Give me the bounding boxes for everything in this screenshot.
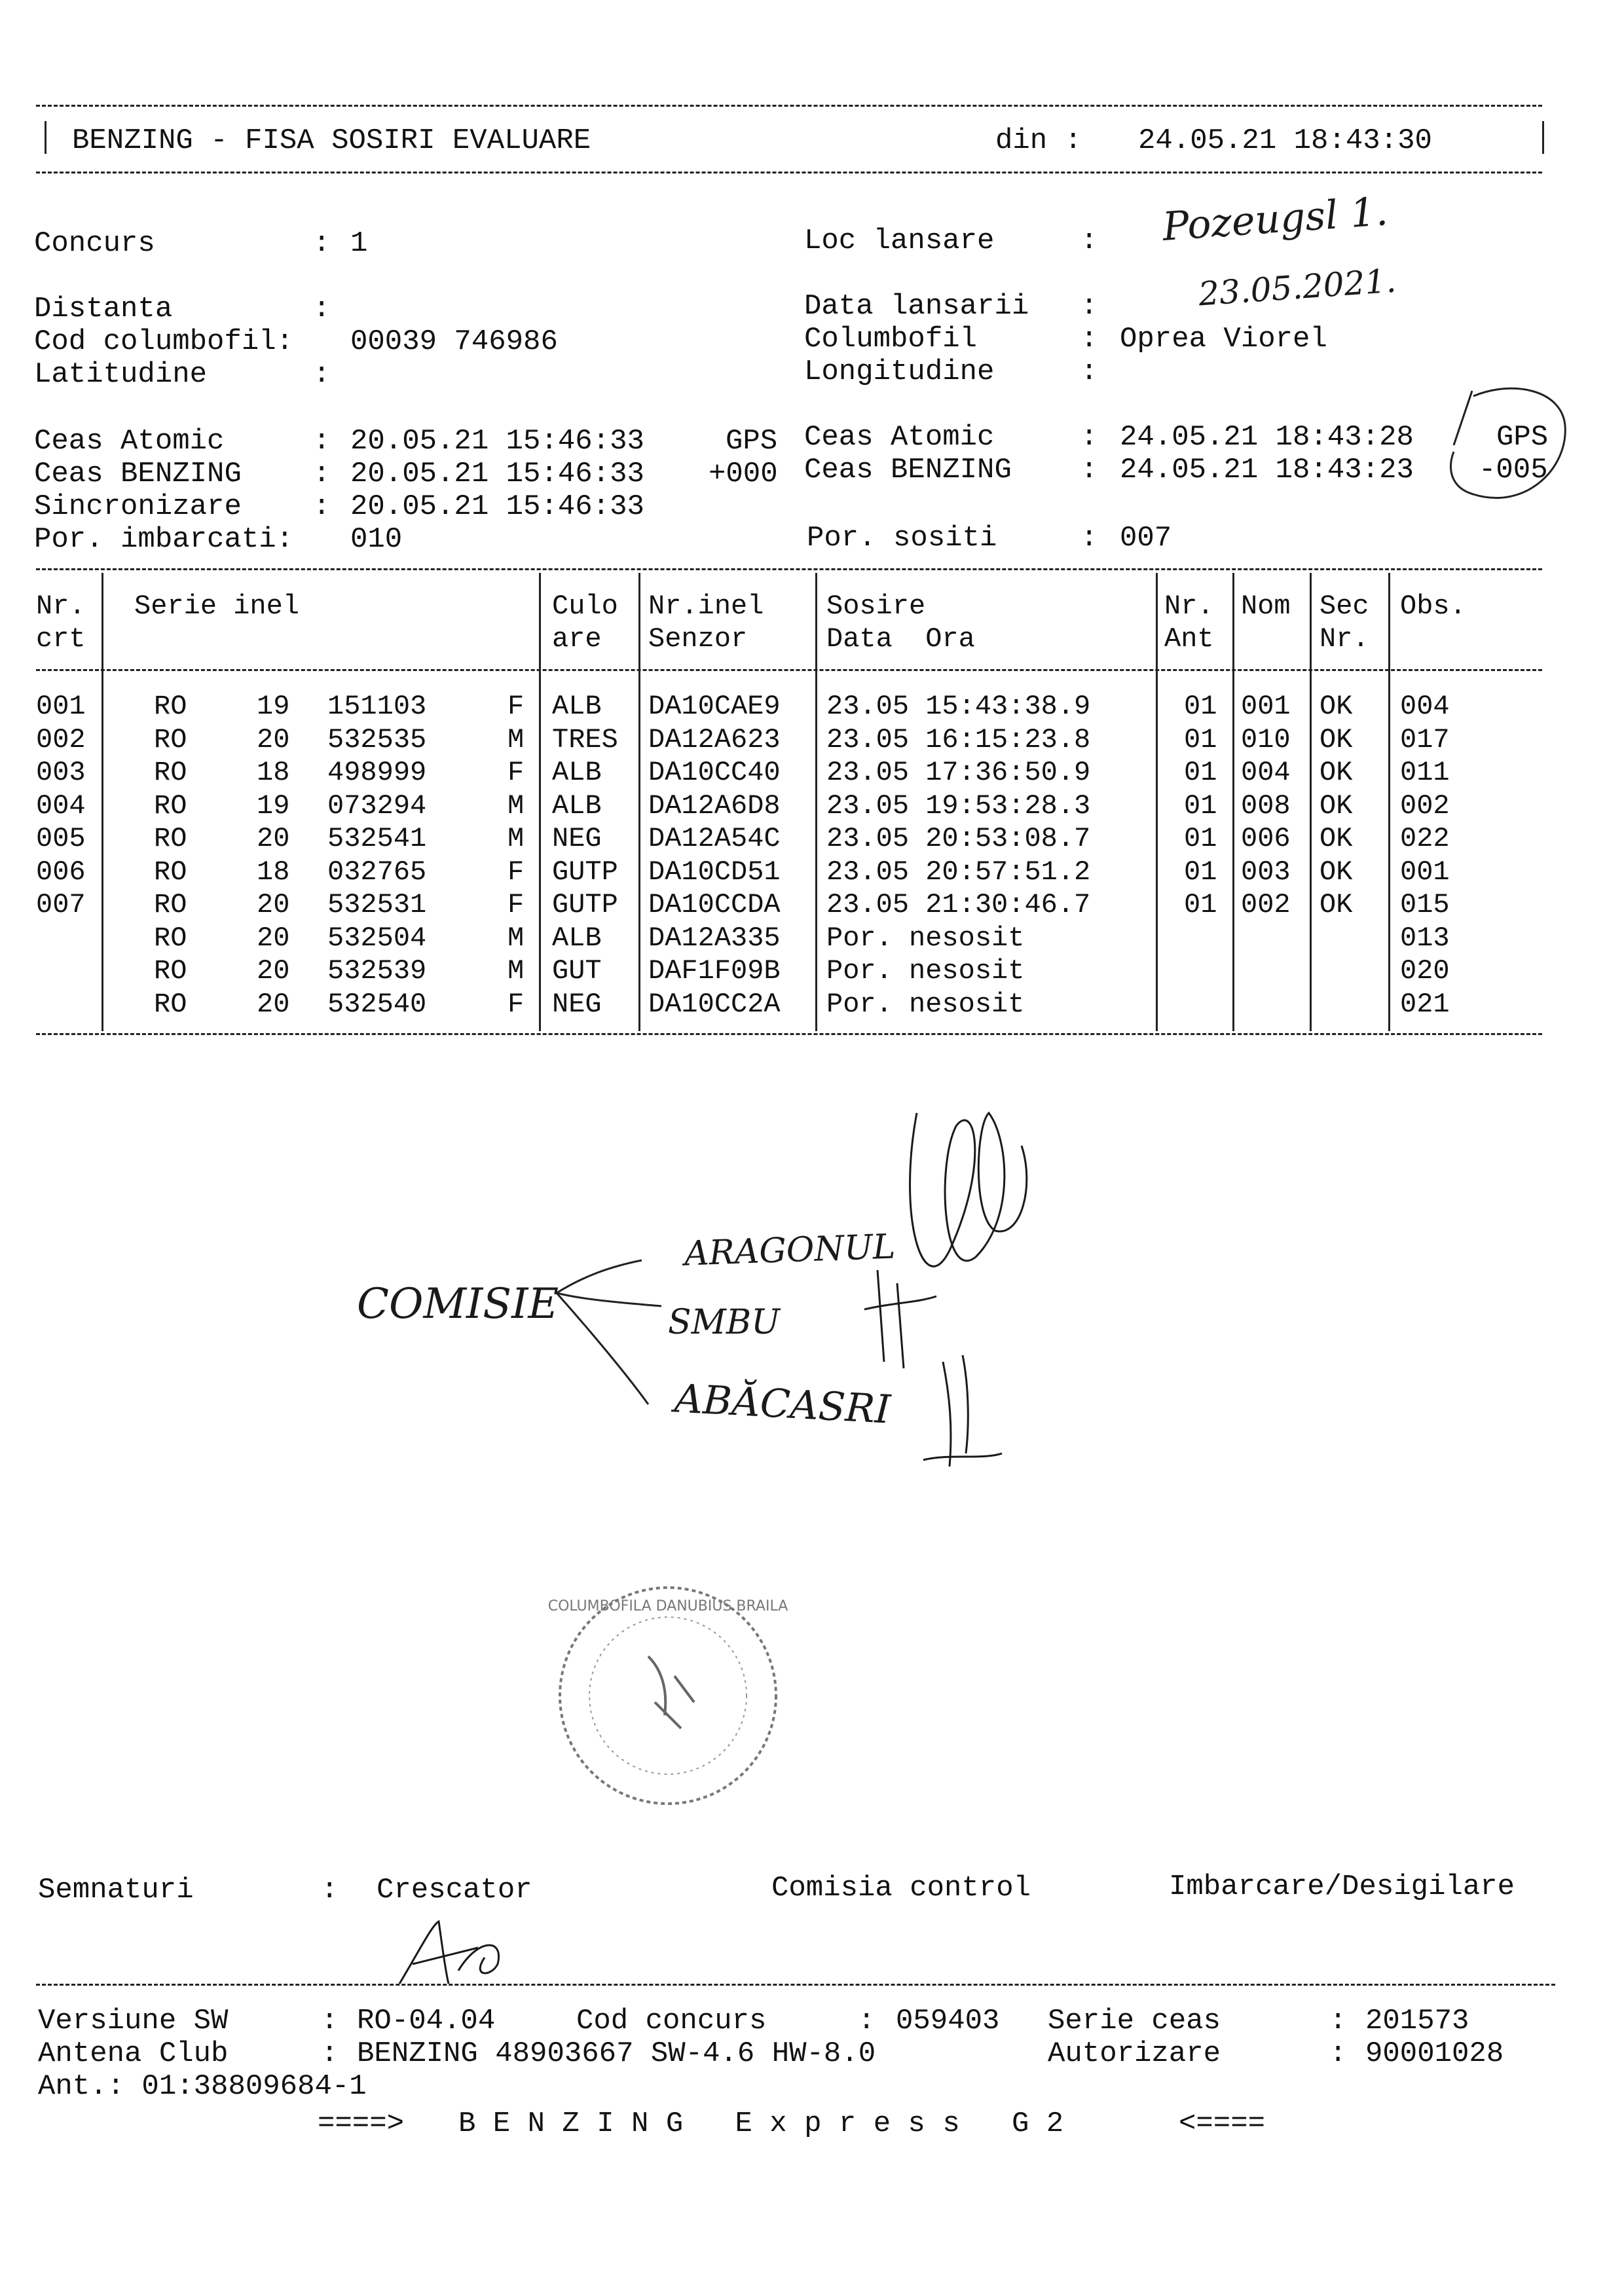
row-sex: M <box>507 955 525 987</box>
col-divider <box>539 573 541 1031</box>
ceas-benzing-start-suffix: +000 <box>709 458 778 490</box>
row-nr-ant: 01 <box>1184 691 1217 722</box>
row-nr-crt: 004 <box>36 790 86 822</box>
row-sosire: Por. nesosit <box>826 955 1025 987</box>
colon: : <box>313 490 331 523</box>
row-sosire: 23.05 17:36:50.9 <box>826 757 1091 788</box>
porumbei-sositi-label: Por. sositi <box>807 522 997 555</box>
row-inel: 532504 <box>327 922 427 954</box>
colon: : <box>313 458 331 490</box>
columbofil-label: Columbofil <box>804 323 978 355</box>
colon: : <box>321 2037 339 2070</box>
cod-columbofil-label: Cod columbofil: <box>34 325 294 358</box>
colon: : <box>1080 290 1098 323</box>
row-an: 20 <box>257 922 290 954</box>
row-obs: 021 <box>1400 988 1450 1020</box>
ceas-benzing-end-label: Ceas BENZING <box>804 454 1012 486</box>
row-sosire: 23.05 20:57:51.2 <box>826 856 1091 888</box>
serie-ceas-value: 201573 <box>1365 2005 1469 2037</box>
antena-club-label: Antena Club <box>38 2037 229 2070</box>
row-tara: RO <box>154 856 187 888</box>
row-nom: 002 <box>1241 889 1291 920</box>
row-obs: 001 <box>1400 856 1450 888</box>
row-senzor: DA12A54C <box>648 823 781 854</box>
row-tara: RO <box>154 790 187 822</box>
row-culoare: NEG <box>552 988 602 1020</box>
th-sosire: Data Ora <box>826 623 975 655</box>
row-nom: 004 <box>1241 757 1291 788</box>
row-nr-crt: 003 <box>36 757 86 788</box>
row-nr-ant: 01 <box>1184 856 1217 888</box>
porumbei-imbarcati-label: Por. imbarcati: <box>34 523 294 556</box>
col-divider <box>1310 573 1312 1031</box>
row-an: 20 <box>257 955 290 987</box>
comisia-control-label: Comisia control <box>771 1872 1031 1904</box>
row-sex: F <box>507 856 525 888</box>
row-tara: RO <box>154 757 187 788</box>
banner-text: B E N Z I N G E x p r e s s G 2 <box>458 2107 1064 2140</box>
data-lansarii-handwritten: 23.05.2021. <box>1197 261 1397 314</box>
col-divider <box>1156 573 1158 1031</box>
th-nom: Nom <box>1241 591 1291 622</box>
row-nr-ant: 01 <box>1184 757 1217 788</box>
row-nr-ant: 01 <box>1184 723 1217 756</box>
row-tara: RO <box>154 723 187 756</box>
row-sex: M <box>507 823 525 854</box>
autorizare-label: Autorizare <box>1048 2037 1221 2070</box>
row-nr-crt: 007 <box>36 889 86 920</box>
ceas-atomic-start-suffix: GPS <box>726 425 778 458</box>
row-nom: 003 <box>1241 856 1291 888</box>
th-sec-nr: Sec <box>1320 591 1369 622</box>
row-nr-crt: 002 <box>36 723 86 756</box>
th-nr-ant: Ant <box>1164 623 1214 655</box>
club-stamp <box>544 1571 792 1820</box>
row-sec-nr: OK <box>1320 889 1353 920</box>
row-inel: 532535 <box>327 723 427 756</box>
row-nom: 006 <box>1241 823 1291 854</box>
comisie-handwritten: COMISIE <box>357 1280 559 1328</box>
colon: : <box>1080 323 1098 355</box>
col-divider <box>1232 573 1234 1031</box>
th-nr-crt: Nr. <box>36 591 86 622</box>
cod-concurs-value: 059403 <box>896 2005 1000 2037</box>
row-senzor: DA12A335 <box>648 922 781 954</box>
row-obs: 002 <box>1400 790 1450 822</box>
distanta-label: Distanta <box>34 293 173 325</box>
row-sosire: 23.05 20:53:08.7 <box>826 823 1091 854</box>
row-obs: 017 <box>1400 723 1450 756</box>
row-sec-nr: OK <box>1320 790 1353 822</box>
commission-member-3: ABĂCASRI <box>673 1376 892 1433</box>
print-date-value: 24.05.21 18:43:30 <box>1138 124 1432 157</box>
columbofil-value: Oprea Viorel <box>1120 323 1327 355</box>
col-divider <box>101 573 103 1031</box>
signature-scribble <box>838 1087 1048 1480</box>
concurs-value: 1 <box>350 227 368 260</box>
row-sosire: 23.05 15:43:38.9 <box>826 691 1091 722</box>
row-tara: RO <box>154 823 187 854</box>
col-divider <box>638 573 640 1031</box>
row-sosire: 23.05 21:30:46.7 <box>826 889 1091 920</box>
row-tara: RO <box>154 889 187 920</box>
imbarcare-label: Imbarcare/Desigilare <box>1169 1870 1515 1903</box>
row-nr-ant: 01 <box>1184 889 1217 920</box>
row-culoare: NEG <box>552 823 602 854</box>
banner-right-arrow: <==== <box>1179 2107 1266 2140</box>
th-nr-crt: crt <box>36 623 86 655</box>
th-sosire: Sosire <box>826 591 926 622</box>
footer-rule <box>36 1984 1555 1986</box>
row-sec-nr: OK <box>1320 691 1353 722</box>
row-an: 20 <box>257 988 290 1020</box>
row-an: 20 <box>257 823 290 854</box>
table-bottom-rule <box>36 1033 1542 1035</box>
row-sec-nr: OK <box>1320 723 1353 756</box>
semnaturi-label: Semnaturi <box>38 1874 194 1906</box>
row-sosire: Por. nesosit <box>826 922 1025 954</box>
row-senzor: DA10CD51 <box>648 856 781 888</box>
colon: : <box>321 2005 339 2037</box>
ceas-atomic-start-label: Ceas Atomic <box>34 425 225 458</box>
header-top-rule <box>36 105 1542 107</box>
data-lansarii-label: Data lansarii <box>804 290 1029 323</box>
row-nom: 001 <box>1241 691 1291 722</box>
versiune-sw-label: Versiune SW <box>38 2005 229 2037</box>
header-right-edge <box>1542 121 1544 154</box>
concurs-label: Concurs <box>34 227 155 260</box>
row-sex: M <box>507 790 525 822</box>
antena-club-value: BENZING 48903667 SW-4.6 HW-8.0 <box>357 2037 876 2070</box>
loc-lansare-handwritten: Pozeugsl 1. <box>1160 189 1390 250</box>
row-tara: RO <box>154 691 187 722</box>
ceas-benzing-start-label: Ceas BENZING <box>34 458 242 490</box>
row-an: 19 <box>257 691 290 722</box>
colon: : <box>1329 2037 1347 2070</box>
row-culoare: ALB <box>552 922 602 954</box>
row-culoare: GUT <box>552 955 602 987</box>
row-tara: RO <box>154 988 187 1020</box>
row-obs: 022 <box>1400 823 1450 854</box>
cod-columbofil-value: 00039 746986 <box>350 325 558 358</box>
row-an: 20 <box>257 889 290 920</box>
row-sec-nr: OK <box>1320 856 1353 888</box>
loc-lansare-label: Loc lansare <box>804 225 995 257</box>
commission-member-1: ARAGONUL <box>684 1227 896 1274</box>
row-sosire: 23.05 16:15:23.8 <box>826 723 1091 756</box>
hand-drawn-circle-mark <box>1447 376 1578 507</box>
row-nr-crt: 005 <box>36 823 86 854</box>
row-inel: 532540 <box>327 988 427 1020</box>
colon: : <box>313 227 331 260</box>
colon: : <box>313 425 331 458</box>
header-left-edge <box>45 121 46 154</box>
autorizare-value: 90001028 <box>1365 2037 1504 2070</box>
stamp-text: COLUMBOFILA DANUBIUS BRAILA <box>547 1598 788 1614</box>
row-sex: M <box>507 922 525 954</box>
row-sec-nr: OK <box>1320 757 1353 788</box>
row-senzor: DA10CCDA <box>648 889 781 920</box>
colon: : <box>1080 355 1098 388</box>
antenna-id: Ant.: 01:38809684-1 <box>38 2070 367 2103</box>
row-obs: 015 <box>1400 889 1450 920</box>
row-nr-crt: 006 <box>36 856 86 888</box>
row-nom: 010 <box>1241 723 1291 756</box>
porumbei-imbarcati-value: 010 <box>350 523 403 556</box>
row-senzor: DA10CC40 <box>648 757 781 788</box>
row-an: 18 <box>257 856 290 888</box>
th-sec-nr: Nr. <box>1320 623 1369 655</box>
row-obs: 004 <box>1400 691 1450 722</box>
sincronizare-value: 20.05.21 15:46:33 <box>350 490 644 523</box>
banner-left-arrow: ====> <box>318 2107 405 2140</box>
row-culoare: GUTP <box>552 889 618 920</box>
porumbei-sositi-value: 007 <box>1120 522 1172 555</box>
row-senzor: DA12A623 <box>648 723 781 756</box>
row-tara: RO <box>154 922 187 954</box>
col-divider <box>815 573 817 1031</box>
row-an: 20 <box>257 723 290 756</box>
ceas-benzing-end-suffix: -005 <box>1479 454 1548 486</box>
col-divider <box>1388 573 1390 1031</box>
row-nom: 008 <box>1241 790 1291 822</box>
th-nr-ant: Nr. <box>1164 591 1214 622</box>
th-nr-inel-senzor: Senzor <box>648 623 748 655</box>
colon: : <box>321 1874 339 1906</box>
row-culoare: GUTP <box>552 856 618 888</box>
row-senzor: DAF1F09B <box>648 955 781 987</box>
ceas-benzing-start-value: 20.05.21 15:46:33 <box>350 458 644 490</box>
th-obs: Obs. <box>1400 591 1466 622</box>
row-culoare: TRES <box>552 723 618 756</box>
row-inel: 073294 <box>327 790 427 822</box>
colon: : <box>1080 421 1098 454</box>
row-inel: 532541 <box>327 823 427 854</box>
colon: : <box>313 358 331 391</box>
ceas-atomic-start-value: 20.05.21 15:46:33 <box>350 425 644 458</box>
row-culoare: ALB <box>552 757 602 788</box>
colon: : <box>1080 225 1098 257</box>
row-sex: M <box>507 723 525 756</box>
colon: : <box>1080 454 1098 486</box>
ceas-atomic-end-label: Ceas Atomic <box>804 421 995 454</box>
table-header-rule <box>36 669 1542 671</box>
row-sex: F <box>507 691 525 722</box>
colon: : <box>313 293 331 325</box>
row-tara: RO <box>154 955 187 987</box>
row-inel: 532531 <box>327 889 427 920</box>
row-senzor: DA10CAE9 <box>648 691 781 722</box>
row-obs: 020 <box>1400 955 1450 987</box>
row-culoare: ALB <box>552 691 602 722</box>
row-culoare: ALB <box>552 790 602 822</box>
row-an: 18 <box>257 757 290 788</box>
row-sex: F <box>507 889 525 920</box>
cod-concurs-label: Cod concurs <box>576 2005 767 2037</box>
table-top-rule <box>36 568 1542 570</box>
th-serie-inel: Serie inel <box>134 591 300 622</box>
ceas-benzing-end-value: 24.05.21 18:43:23 <box>1120 454 1414 486</box>
row-inel: 532539 <box>327 955 427 987</box>
row-an: 19 <box>257 790 290 822</box>
longitudine-label: Longitudine <box>804 355 995 388</box>
crescator-label: Crescator <box>377 1874 532 1906</box>
ceas-atomic-end-value: 24.05.21 18:43:28 <box>1120 421 1414 454</box>
print-date-label: din : <box>995 124 1082 157</box>
row-inel: 151103 <box>327 691 427 722</box>
commission-member-2: SMBU <box>668 1303 780 1342</box>
row-sosire: 23.05 19:53:28.3 <box>826 790 1091 822</box>
sincronizare-label: Sincronizare <box>34 490 242 523</box>
row-sosire: Por. nesosit <box>826 988 1025 1020</box>
row-sex: F <box>507 988 525 1020</box>
serie-ceas-label: Serie ceas <box>1048 2005 1221 2037</box>
row-sex: F <box>507 757 525 788</box>
ceas-atomic-end-suffix: GPS <box>1496 421 1549 454</box>
row-inel: 498999 <box>327 757 427 788</box>
versiune-sw-value: RO-04.04 <box>357 2005 496 2037</box>
latitudine-label: Latitudine <box>34 358 208 391</box>
row-inel: 032765 <box>327 856 427 888</box>
row-sec-nr: OK <box>1320 823 1353 854</box>
row-nr-ant: 01 <box>1184 790 1217 822</box>
colon: : <box>1329 2005 1347 2037</box>
row-nr-crt: 001 <box>36 691 86 722</box>
row-senzor: DA10CC2A <box>648 988 781 1020</box>
document-title: BENZING - FISA SOSIRI EVALUARE <box>72 124 591 157</box>
colon: : <box>1080 522 1098 555</box>
th-nr-inel-senzor: Nr.inel <box>648 591 764 622</box>
colon: : <box>858 2005 876 2037</box>
th-culoare: Culo <box>552 591 618 622</box>
row-obs: 013 <box>1400 922 1450 954</box>
th-culoare: are <box>552 623 602 655</box>
header-bottom-rule <box>36 172 1542 173</box>
row-obs: 011 <box>1400 757 1450 788</box>
row-nr-ant: 01 <box>1184 823 1217 854</box>
row-senzor: DA12A6D8 <box>648 790 781 822</box>
